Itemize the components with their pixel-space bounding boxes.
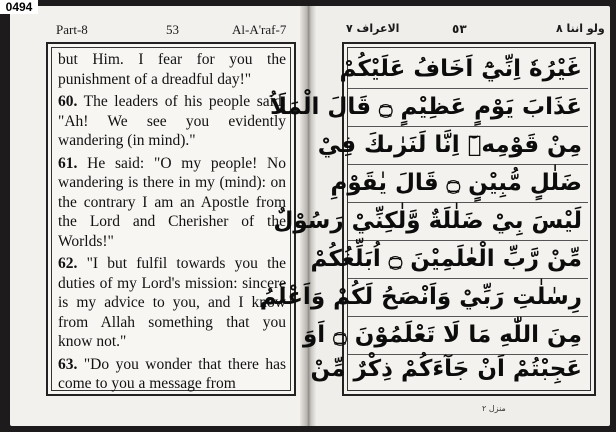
verse-text: "I but fulfil towards you the duties of my Lord's mission: sincere is my advice to you, and I know from Allah something that you know not." — [58, 255, 287, 350]
arabic-line: عَذَابَ يَوْمٍ عَظِيْمٍ ۝ قَالَ الْمَلَاُ — [269, 94, 582, 120]
arabic-line: رِسٰلٰتِ رَبِّيْ وَاَنْصَحُ لَكُمْ وَاَعْلَمُ — [259, 284, 582, 310]
right-page-number: ٥٣ — [452, 22, 467, 36]
verse-number: 62. — [58, 255, 78, 272]
verse-text: but Him. I fear for you the punishment of a dreadful day!" — [58, 51, 286, 88]
arabic-line: ضَلٰلٍ مُّبِيْنٍ ۝ قَالَ يٰقَوْمِ — [330, 170, 582, 196]
verse-text: The leaders of his people said: "Ah! We see you evidently wandering (in mind)." — [58, 93, 286, 149]
manzil-footer-note: منزل ٢ — [482, 404, 506, 413]
arabic-text-frame — [259, 42, 596, 396]
verse-number: 61. — [58, 154, 78, 172]
arabic-line: مِنْ قَوْمِهٖٓ اِنَّا لَنَرٰىكَ فِيْ — [317, 132, 582, 158]
english-text-block — [58, 50, 286, 397]
verse-number: 60. — [58, 93, 78, 110]
arabic-line: مِنَ اللّٰهِ مَا لَا تَعْلَمُوْنَ ۝ اَوَ — [303, 322, 582, 348]
verse-number: 63. — [58, 355, 78, 373]
verse-paragraph-62 — [58, 254, 286, 352]
image-id-tag: 0494 — [0, 0, 38, 14]
verse-text: "Do you wonder that there has come to you a message from — [58, 355, 287, 392]
verse-text: He said: "O my people! No wandering is there in my (mind): on the contrary I am an Apostle from the Lord and Cherisher of the Worlds!" — [58, 154, 286, 250]
verse-paragraph-63 — [58, 355, 286, 394]
english-text-frame — [46, 42, 296, 396]
right-part-label: ولو اننا ٨ — [556, 22, 605, 35]
arabic-line: عَجِبْتُمْ اَنْ جَآءَكُمْ ذِكْرٌ مِّنْ — [310, 356, 582, 382]
verse-paragraph-cont — [58, 50, 286, 89]
left-part-label: Part-8 — [56, 22, 88, 37]
arabic-line: غَيْرُهٗ اِنِّيْٓ اَخَافُ عَلَيْكُمْ — [339, 56, 582, 82]
left-page-number: 53 — [166, 22, 179, 37]
left-surah-label: Al-A'raf-7 — [232, 22, 287, 37]
arabic-line: مِّنْ رَّبِّ الْعٰلَمِيْنَ ۝ اُبَلِّغُكُمْ — [310, 246, 582, 272]
right-surah-label: الاعراف ٧ — [346, 22, 400, 35]
verse-paragraph-60 — [58, 92, 286, 151]
verse-paragraph-61 — [58, 154, 286, 252]
arabic-line: لَيْسَ بِيْ ضَلٰلَةٌ وَّلٰكِنِّيْ رَسُوْلٌ — [273, 208, 582, 234]
